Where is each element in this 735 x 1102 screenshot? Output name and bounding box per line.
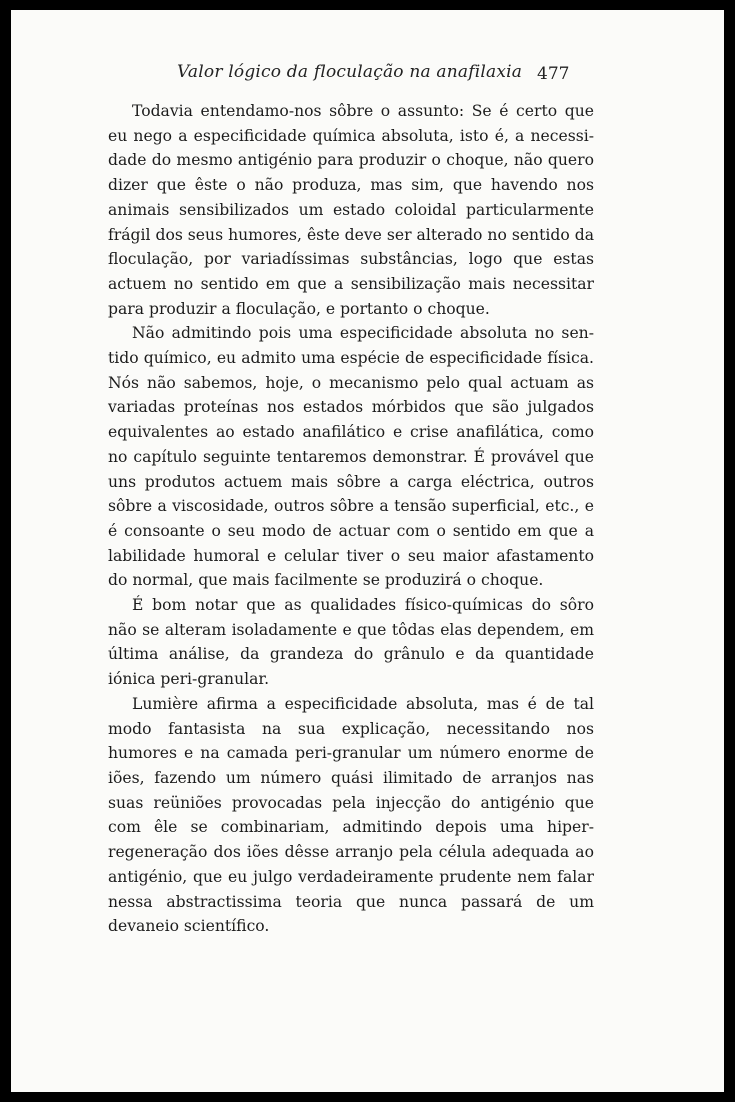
- page-number: 477: [537, 64, 570, 84]
- book-page: [11, 10, 724, 1092]
- paragraph: Todavia entendamo-nos sôbre o assunto: Se é certo que eu nego a especificidade química absoluta, isto é, a necessidade do mesmo antigénio para produzir o choque, não quero dizer que êste o não produza, mas sim, que havendo nos animais sensibilizados um estado coloidal particularmente frágil dos seus humores, êste deve ser alterado no sentido da floculação, por variadíssimas substâncias, logo que estas actuem no sentido em que a sensibilização mais necessitar para produzir a floculação, e portanto o choque.: [108, 102, 594, 318]
- paragraph: Lumière afirma a especificidade absoluta, mas é de tal modo fantasista na sua explicação, necessitando nos humores e na camada peri-granular um número enorme de iões, fazendo um número quási ilimitado de arranjos nas suas reüniões provocadas pela injecção do antigénio que com êle se combinariam, admitindo depois uma hiper-regeneração dos iões dêsse arranjo pela célula adequada ao antigénio, que eu julgo verdadeiramente prudente nem falar nessa abstractissima teoria que nunca passará de um devaneio scientífico.: [108, 694, 594, 936]
- body-text: [108, 99, 594, 939]
- paragraph: É bom notar que as qualidades físico-químicas do sôro não se alteram isoladamente e que tôdas elas dependem, em última análise, da grandeza do grânulo e da quantidade iónica peri-granular.: [108, 596, 594, 689]
- page-header: [11, 62, 724, 92]
- running-title: Valor lógico da floculação na anafilaxia: [177, 62, 523, 82]
- paragraph: Não admitindo pois uma especificidade absoluta no sentido químico, eu admito uma espécie de especificidade física. Nós não sabemos, hoje, o mecanismo pelo qual actuam as variadas proteínas nos estados mórbidos que são julgados equivalentes ao estado anafilático e crise anafilática, como no capítulo seguinte tentaremos demonstrar. É provável que uns produtos actuem mais sôbre a carga eléctrica, outros sôbre a viscosidade, outros sôbre a tensão superficial, etc., e é consoante o seu modo de actuar com o sentido em que a labilidade humoral e celular tiver o seu maior afastamento do normal, que mais facilmente se produzirá o choque.: [108, 324, 594, 590]
